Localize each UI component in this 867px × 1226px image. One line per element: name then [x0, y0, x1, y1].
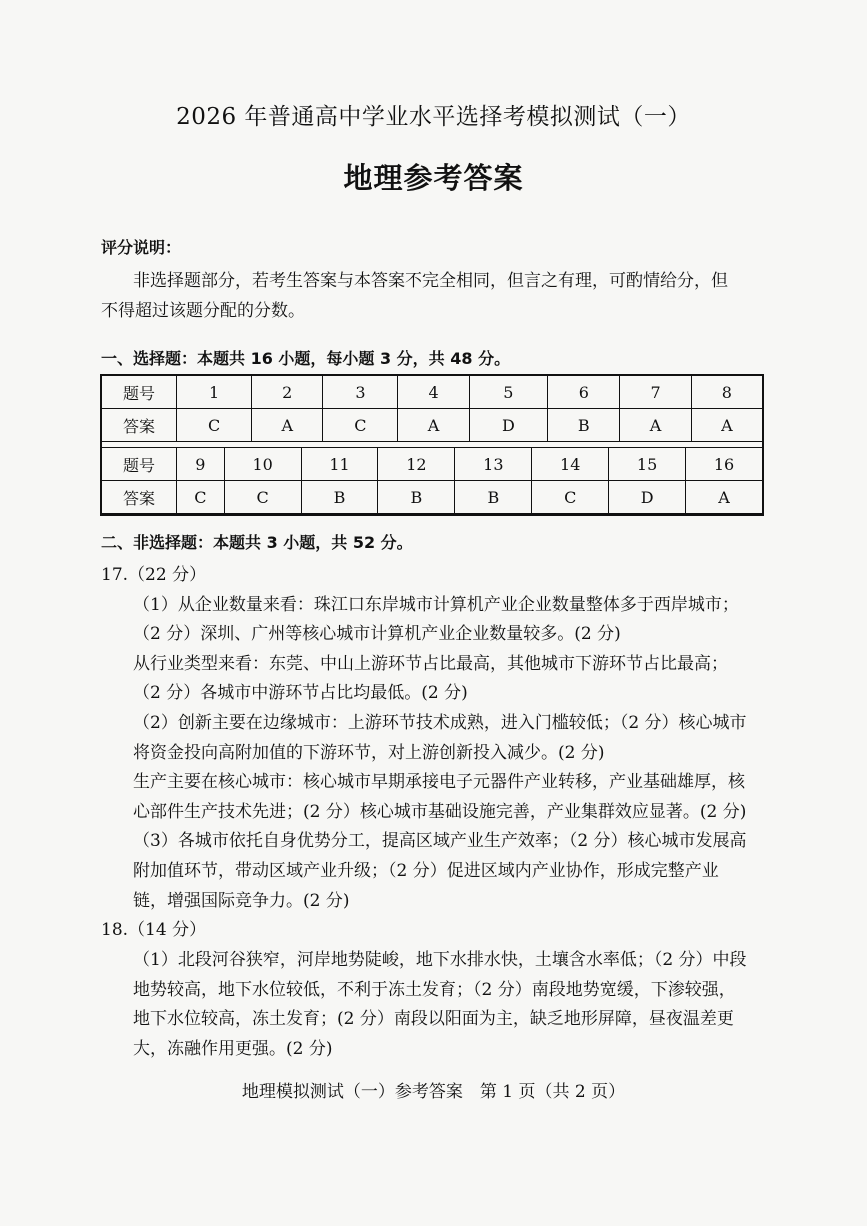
row-label-question: 题号 [102, 448, 177, 481]
q17-line: 将资金投向高附加值的下游环节，对上游创新投入减少。(2 分) [133, 743, 605, 763]
answer-cell: C [177, 481, 225, 514]
q17-line: 附加值环节，带动区域产业升级；（2 分）促进区域内产业协作，形成完整产业 [133, 861, 719, 881]
question-number: 13 [455, 448, 532, 481]
answer-cell: C [224, 481, 301, 514]
q18-line: 大，冻融作用更强。(2 分) [133, 1039, 333, 1059]
page-footer: 地理模拟测试（一）参考答案 第 1 页（共 2 页） [241, 1082, 626, 1102]
question-number: 12 [378, 448, 455, 481]
question-number: 8 [691, 376, 762, 409]
question-number: 9 [177, 448, 225, 481]
answer-table-1 [101, 375, 763, 442]
answer-cell: B [548, 409, 620, 442]
answer-cell: D [609, 481, 686, 514]
question-number: 16 [686, 448, 763, 481]
answer-cell: B [455, 481, 532, 514]
answer-cell: A [252, 409, 323, 442]
answer-cell: C [323, 409, 398, 442]
answer-cell: A [686, 481, 763, 514]
document-title: 地理参考答案 [343, 161, 524, 195]
q17-line: （2 分）深圳、广州等核心城市计算机产业企业数量较多。(2 分) [133, 624, 621, 644]
scoring-text-line-1: 非选择题部分，若考生答案与本答案不完全相同，但言之有理，可酌情给分，但 [133, 271, 728, 291]
question-number: 5 [469, 376, 547, 409]
question-number: 4 [398, 376, 469, 409]
question-number: 7 [620, 376, 691, 409]
scoring-heading: 评分说明： [101, 238, 182, 257]
q18-line: 地势较高，地下水位较低，不利于冻土发育；（2 分）南段地势宽缓，下渗较强， [133, 980, 736, 1000]
answer-cell: C [532, 481, 609, 514]
q17-line: 链，增强国际竞争力。(2 分) [133, 891, 350, 911]
answer-table-2 [101, 447, 763, 514]
row-label-question: 题号 [102, 376, 177, 409]
answer-cell: D [469, 409, 547, 442]
question-number: 14 [532, 448, 609, 481]
q17-line: 心部件生产技术先进；(2 分）核心城市基础设施完善，产业集群效应显著。(2 分) [133, 802, 747, 822]
answer-cell: C [177, 409, 252, 442]
question-number: 10 [224, 448, 301, 481]
table-row-answers [102, 409, 763, 442]
question-number: 11 [301, 448, 378, 481]
q17-line: 生产主要在核心城市：核心城市早期承接电子元器件产业转移，产业基础雄厚，核 [133, 772, 745, 792]
section2-heading: 二、非选择题：本题共 3 小题，共 52 分。 [101, 533, 413, 552]
question-number: 3 [323, 376, 398, 409]
table-row-numbers [102, 448, 763, 481]
question-number: 15 [609, 448, 686, 481]
row-label-answer: 答案 [102, 481, 177, 514]
question-number: 1 [177, 376, 252, 409]
question-number: 6 [548, 376, 620, 409]
section1-heading: 一、选择题：本题共 16 小题，每小题 3 分，共 48 分。 [101, 349, 511, 368]
q17-heading: 17.（22 分） [101, 565, 207, 585]
table-row-answers [102, 481, 763, 514]
q17-line: （2 分）各城市中游环节占比均最低。(2 分) [133, 683, 468, 703]
answer-cell: A [691, 409, 762, 442]
q17-line: （1）从企业数量来看：珠江口东岸城市计算机产业企业数量整体多于西岸城市； [133, 595, 739, 615]
row-label-answer: 答案 [102, 409, 177, 442]
q17-line: （3）各城市依托自身优势分工，提高区域产业生产效率；（2 分）核心城市发展高 [133, 831, 747, 851]
q18-line: 地下水位较高，冻土发育；(2 分）南段以阳面为主，缺乏地形屏障，昼夜温差更 [133, 1009, 734, 1029]
q17-line: 从行业类型来看：东莞、中山上游环节占比最高，其他城市下游环节占比最高； [133, 654, 728, 674]
answer-cell: B [301, 481, 378, 514]
q18-heading: 18.（14 分） [101, 920, 207, 940]
table-row-numbers [102, 376, 763, 409]
q18-line: （1）北段河谷狭窄，河岸地势陡峻，地下水排水快，土壤含水率低；（2 分）中段 [133, 950, 747, 970]
question-number: 2 [252, 376, 323, 409]
scoring-text-line-2: 不得超过该题分配的分数。 [101, 301, 305, 321]
exam-title: 2026 年普通高中学业水平选择考模拟测试（一） [176, 104, 691, 130]
answer-cell: A [398, 409, 469, 442]
answer-cell: A [620, 409, 691, 442]
answer-cell: B [378, 481, 455, 514]
q17-line: （2）创新主要在边缘城市：上游环节技术成熟，进入门槛较低；（2 分）核心城市 [133, 713, 747, 733]
